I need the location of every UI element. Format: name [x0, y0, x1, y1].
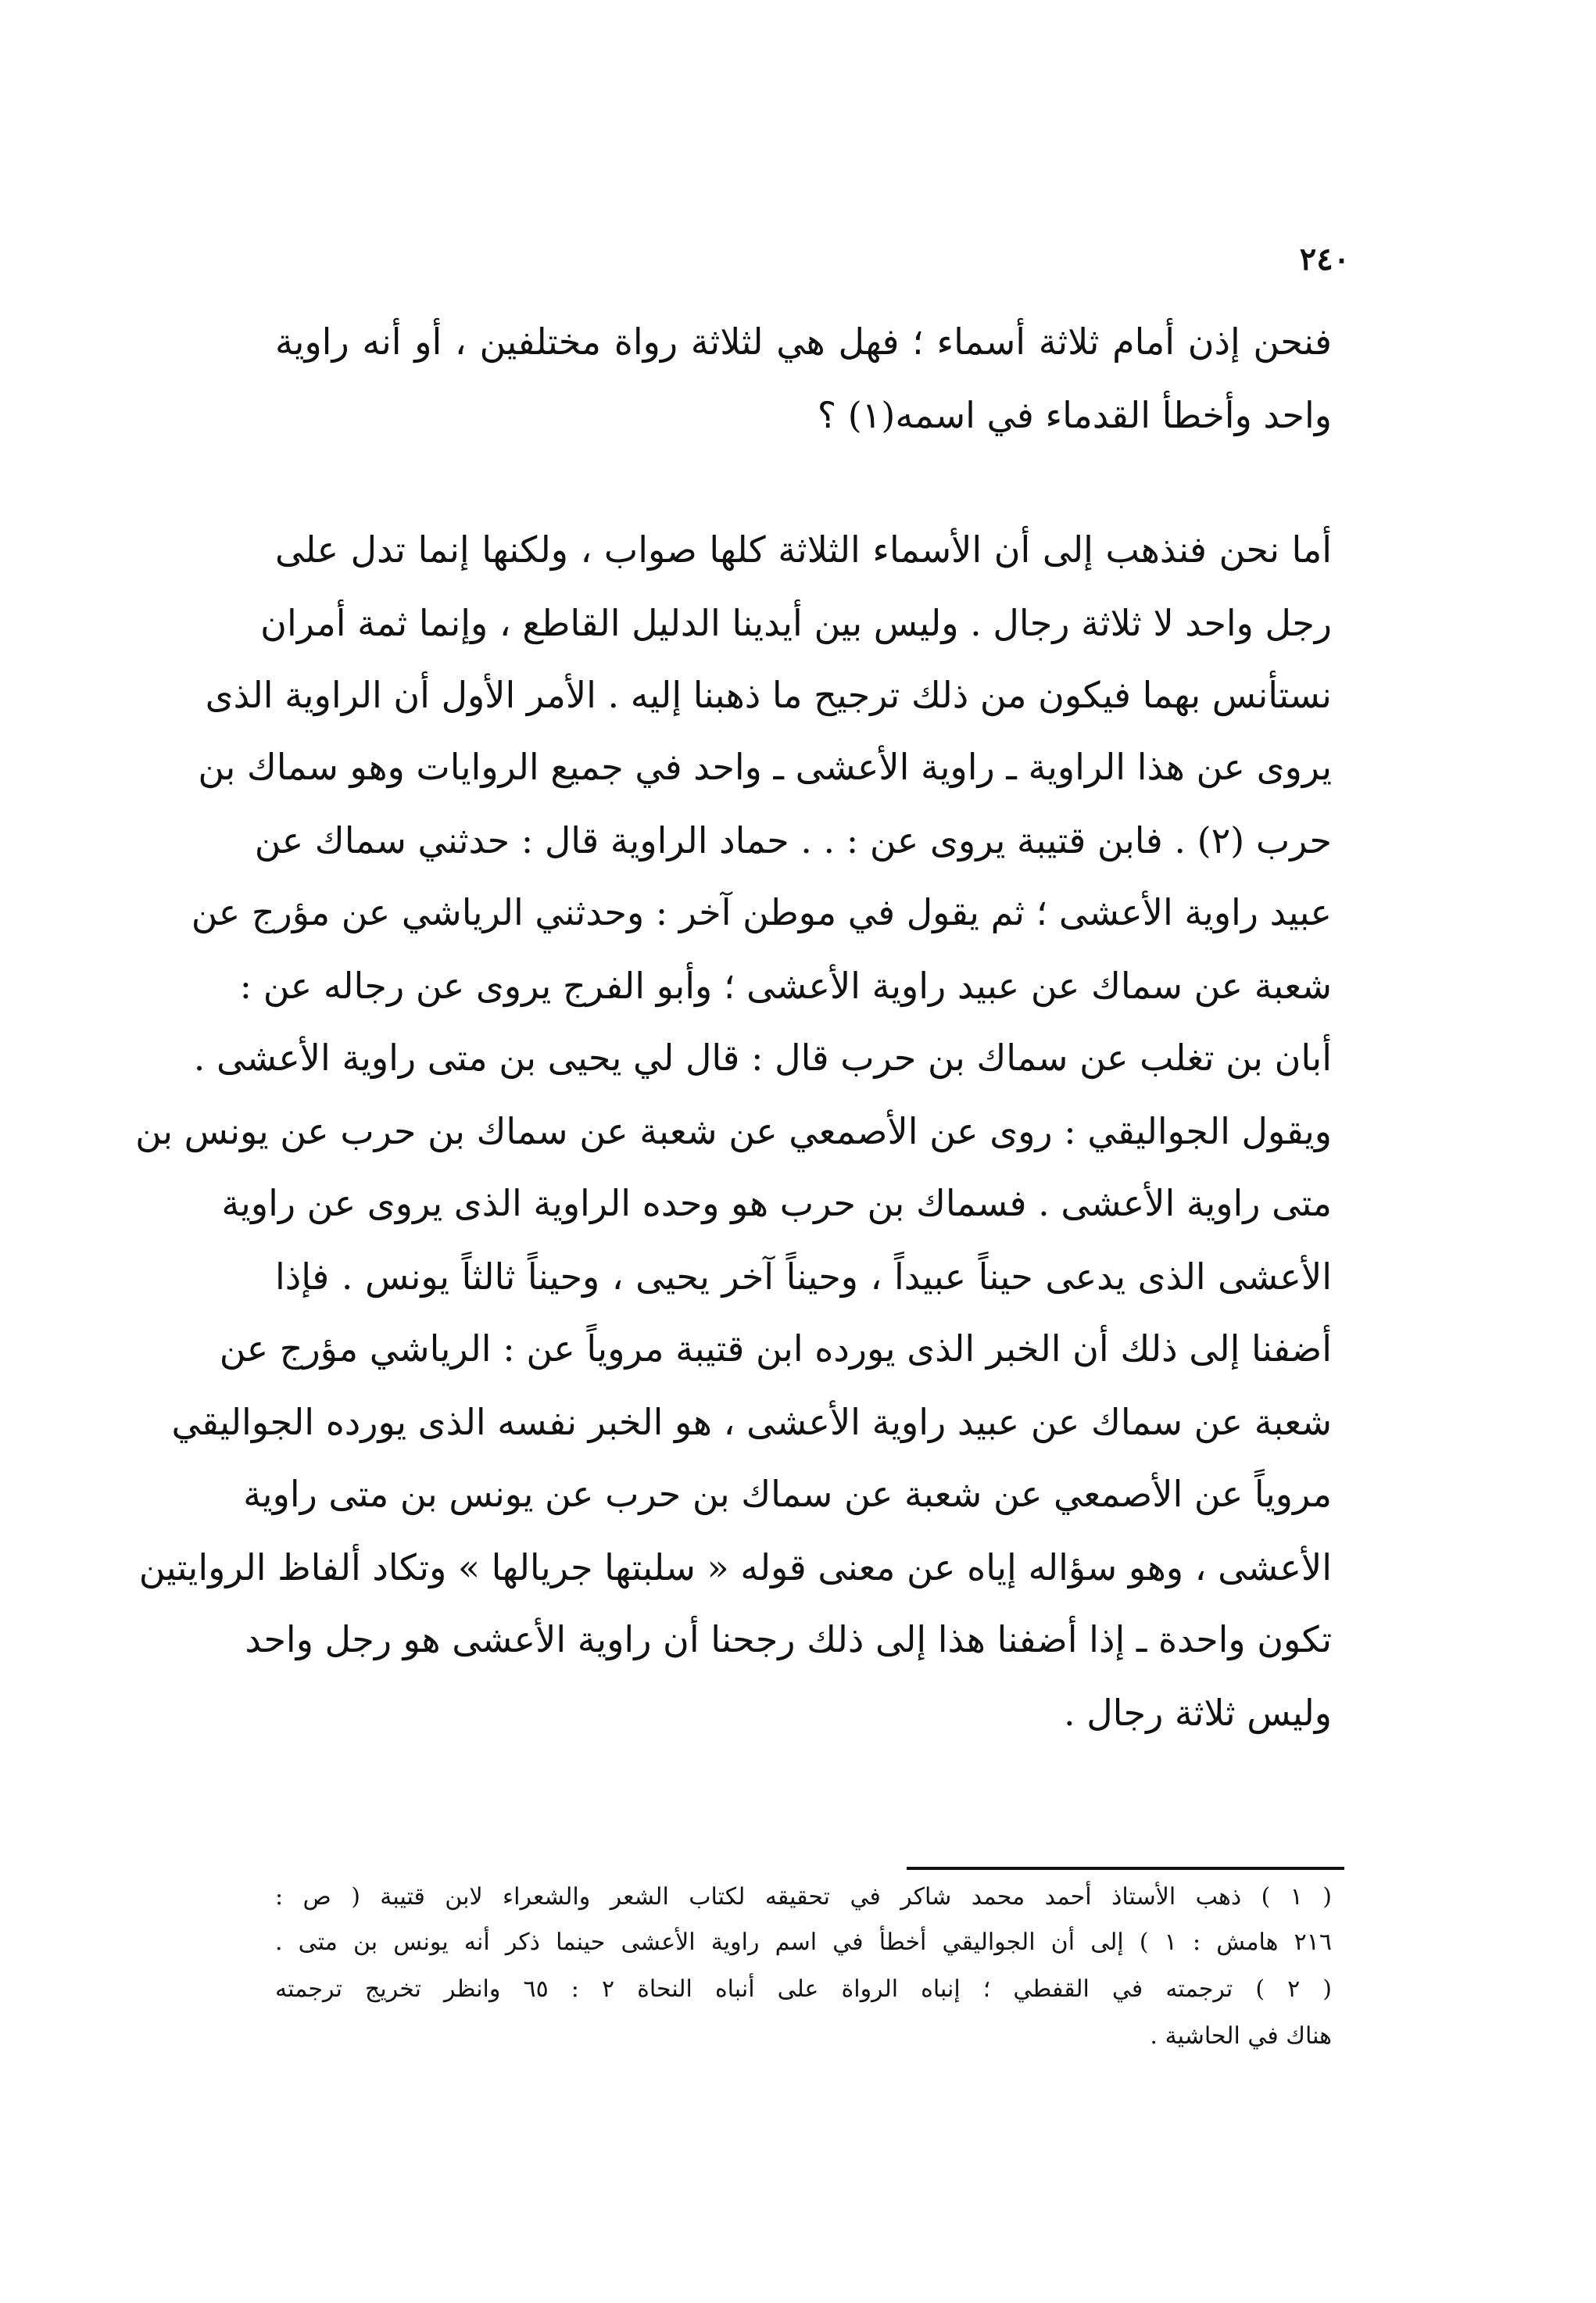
body-line-10: متى راوية الأعشى . فسماك بن حرب هو وحده الراوية الذى يروى عن راوية: [221, 1182, 1332, 1224]
footnote-line-1: ( ١ ) ذهب الأستاذ أحمد محمد شاكر في تحقيقه لكتاب الشعر والشعراء لابن قتيبة ( ص :: [275, 1883, 1332, 1911]
body-line-9: ويقول الجواليقي : روى عن الأصمعي عن شعبة عن سماك بن حرب عن يونس بن: [135, 1110, 1332, 1152]
footnote-line-3: ( ٢ ) ترجمته في القفطي ؛ إنباه الرواة على أنباه النحاة ٢ : ٦٥ وانظر تخريج ترجمته: [275, 1975, 1333, 2003]
body-line-5: حرب (٢) . فابن قتيبة يروى عن : . . حماد الراوية قال : حدثني سماك عن: [254, 819, 1332, 861]
body-line-2: رجل واحد لا ثلاثة رجال . وليس بين أيدينا الدليل القاطع ، وإنما ثمة أمران: [260, 602, 1332, 644]
page-number: ٢٤٠: [1299, 241, 1351, 278]
body-line-7: شعبة عن سماك عن عبيد راوية الأعشى ؛ وأبو الفرج يروى عن رجاله عن :: [239, 965, 1332, 1007]
body-line-17: وليس ثلاثة رجال .: [1063, 1692, 1332, 1734]
footnote-line-4: هناك في الحاشية .: [1150, 2022, 1332, 2050]
footnote-separator: [907, 1867, 1344, 1870]
body-line-6: عبيد راوية الأعشى ؛ ثم يقول في موطن آخر : وحدثني الرياشي عن مؤرج عن: [191, 891, 1332, 933]
intro-line-2: واحد وأخطأ القدماء في اسمه(١) ؟: [817, 394, 1332, 436]
body-line-15: الأعشى ، وهو سؤاله إياه عن معنى قوله « سلبتها جريالها » وتكاد ألفاظ الروايتين: [138, 1546, 1332, 1588]
body-line-14: مروياً عن الأصمعي عن شعبة عن سماك بن حرب عن يونس بن متى راوية: [243, 1473, 1332, 1515]
body-line-1: أما نحن فنذهب إلى أن الأسماء الثلاثة كلها صواب ، ولكنها إنما تدل على: [275, 528, 1332, 571]
intro-line-1: فنحن إذن أمام ثلاثة أسماء ؛ فهل هي لثلاثة رواة مختلفين ، أو أنه راوية: [275, 321, 1332, 363]
body-line-16: تكون واحدة ـ إذا أضفنا هذا إلى ذلك رجحنا أن راوية الأعشى هو رجل واحد: [245, 1618, 1332, 1660]
body-line-13: شعبة عن سماك عن عبيد راوية الأعشى ، هو الخبر نفسه الذى يورده الجواليقي: [171, 1401, 1332, 1443]
body-line-11: الأعشى الذى يدعى حيناً عبيداً ، وحيناً آخر يحيى ، وحيناً ثالثاً يونس . فإذا: [275, 1255, 1332, 1298]
body-line-8: أبان بن تغلب عن سماك بن حرب قال : قال لي يحيى بن متى راوية الأعشى .: [193, 1037, 1332, 1079]
body-line-4: يروى عن هذا الراوية ـ راوية الأعشى ـ واحد في جميع الروايات وهو سماك بن: [198, 746, 1332, 788]
body-line-12: أضفنا إلى ذلك أن الخبر الذى يورده ابن قتيبة مروياً عن : الرياشي مؤرج عن: [219, 1327, 1332, 1370]
footnote-line-2: ٢١٦ هامش : ١ ) إلى أن الجواليقي أخطأ في اسم راوية الأعشى حينما ذكر أنه يونس بن متى .: [275, 1929, 1332, 1956]
body-line-3: نستأنس بهما فيكون من ذلك ترجيح ما ذهبنا إليه . الأمر الأول أن الراوية الذى: [205, 674, 1332, 716]
